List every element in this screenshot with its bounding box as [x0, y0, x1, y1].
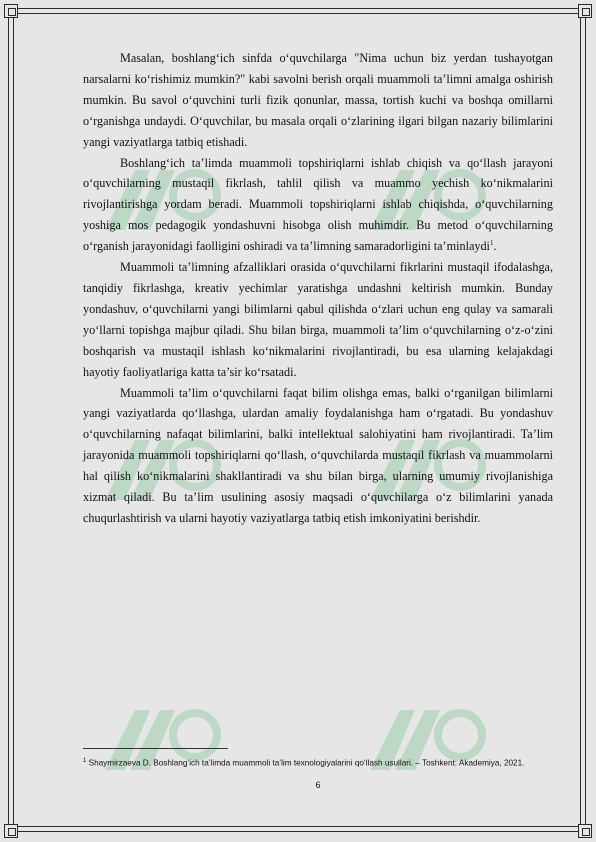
paragraph-3: Muammoli ta’limning afzalliklari orasida o‘quvchilarni fikrlarini mustaqil ifodalashga, tanqidiy fikrlashga, kreativ yechimlar yaratishga undashni keltirish mumkin. Bunday yondashuv, o‘quvchilarni yangi bilimlarni qabul qilishda o‘zlari uchun eng qulay va samarali yo‘llarni topishga majbur qiladi. Shu bilan birga, muammoli ta’lim o‘quvchilarning o‘z-o‘zini boshqarish va mustaqil ishlash ko‘nikmalarini rivojlantiradi, bu esa ularning kelajakdagi hayotiy faoliyatlariga katta ta’sir ko‘rsatadi. — [83, 260, 553, 379]
footnote-text: Shaymirzaeva D. Boshlang‘ich ta’limda muammoli ta’lim texnologiyalarini qo‘llash usullari. – Toshkent: Akademiya, 2021. — [86, 758, 525, 768]
paragraph-2 — [83, 153, 553, 258]
paragraph-2-text: Boshlang‘ich ta’limda muammoli topshiriqlarni ishlab chiqish va qo‘llash jarayoni o‘quvchilarning mustaqil fikrlash, tahlil qilish va muammo yechish ko‘nikmalarini rivojlantirishga yordam beradi. Muammoli topshiriqlarni ishlab chiqishda, o‘quvchilarning yoshiga mos pedagogik yondashuvni hisobga olish muhimdir. Bu metod o‘quvchilarning o‘rganish jarayonidagi faolligini oshiradi va ta’limning samaradorligini ta’minlaydi — [83, 155, 553, 254]
corner-ornament-bottom-right — [578, 824, 592, 838]
paragraph-1: Masalan, boshlang‘ich sinfda o‘quvchilarga "Nima uchun biz yerdan tushayotgan narsalarni ko‘rishimiz mumkin?" kabi savolni berish orqali muammoli ta’limni amalga oshirish mumkin. Bu savol o‘quvchini turli fizik qonunlar, massa, tortish kuchi va boshqa omillarni o‘rganishga undaydi. O‘quvchilar, bu masala orqali o‘zlarining ilgari bilgan nazariy bilimlarini yangi vaziyatlarga tatbiq etishadi. — [83, 51, 553, 149]
paragraph-4: Muammoli ta’lim o‘quvchilarni faqat bilim olishga emas, balki o‘rganilgan bilimlarni yangi vaziyatlarda qo‘llashga, ulardan amaliy foydalanishga ham o‘rgatadi. Bu yondashuv o‘quvchilarning nafaqat bilimlarini, balki intellektual salohiyatini ham rivojlantiradi. Ta’lim jarayonida muammoli topshiriqlarni qo‘llash, o‘quvchilarda mustaqil fikrlash va muammolarni hal qilish ko‘nikmalarini shakllantiradi va shu bilan birga, ularning umumiy rivojlanishiga xizmat qiladi. Bu ta’lim usulining asosiy maqsadi o‘quvchilarga o‘z bilimlarini yanada chuqurlashtirish va ularni hayotiy vaziyatlarga tatbiq etish imkoniyatini berishdir. — [83, 385, 553, 525]
footnote-divider — [83, 748, 228, 749]
paragraph-2-end: . — [493, 239, 497, 254]
corner-ornament-bottom-left — [4, 824, 18, 838]
footnote-reference[interactable]: 1 — [489, 239, 494, 248]
corner-ornament-top-left — [4, 4, 18, 18]
body-text — [83, 48, 553, 529]
footnote — [83, 756, 553, 769]
page-number: 6 — [315, 780, 321, 790]
footnote-marker: 1 — [83, 758, 87, 764]
corner-ornament-top-right — [578, 4, 592, 18]
